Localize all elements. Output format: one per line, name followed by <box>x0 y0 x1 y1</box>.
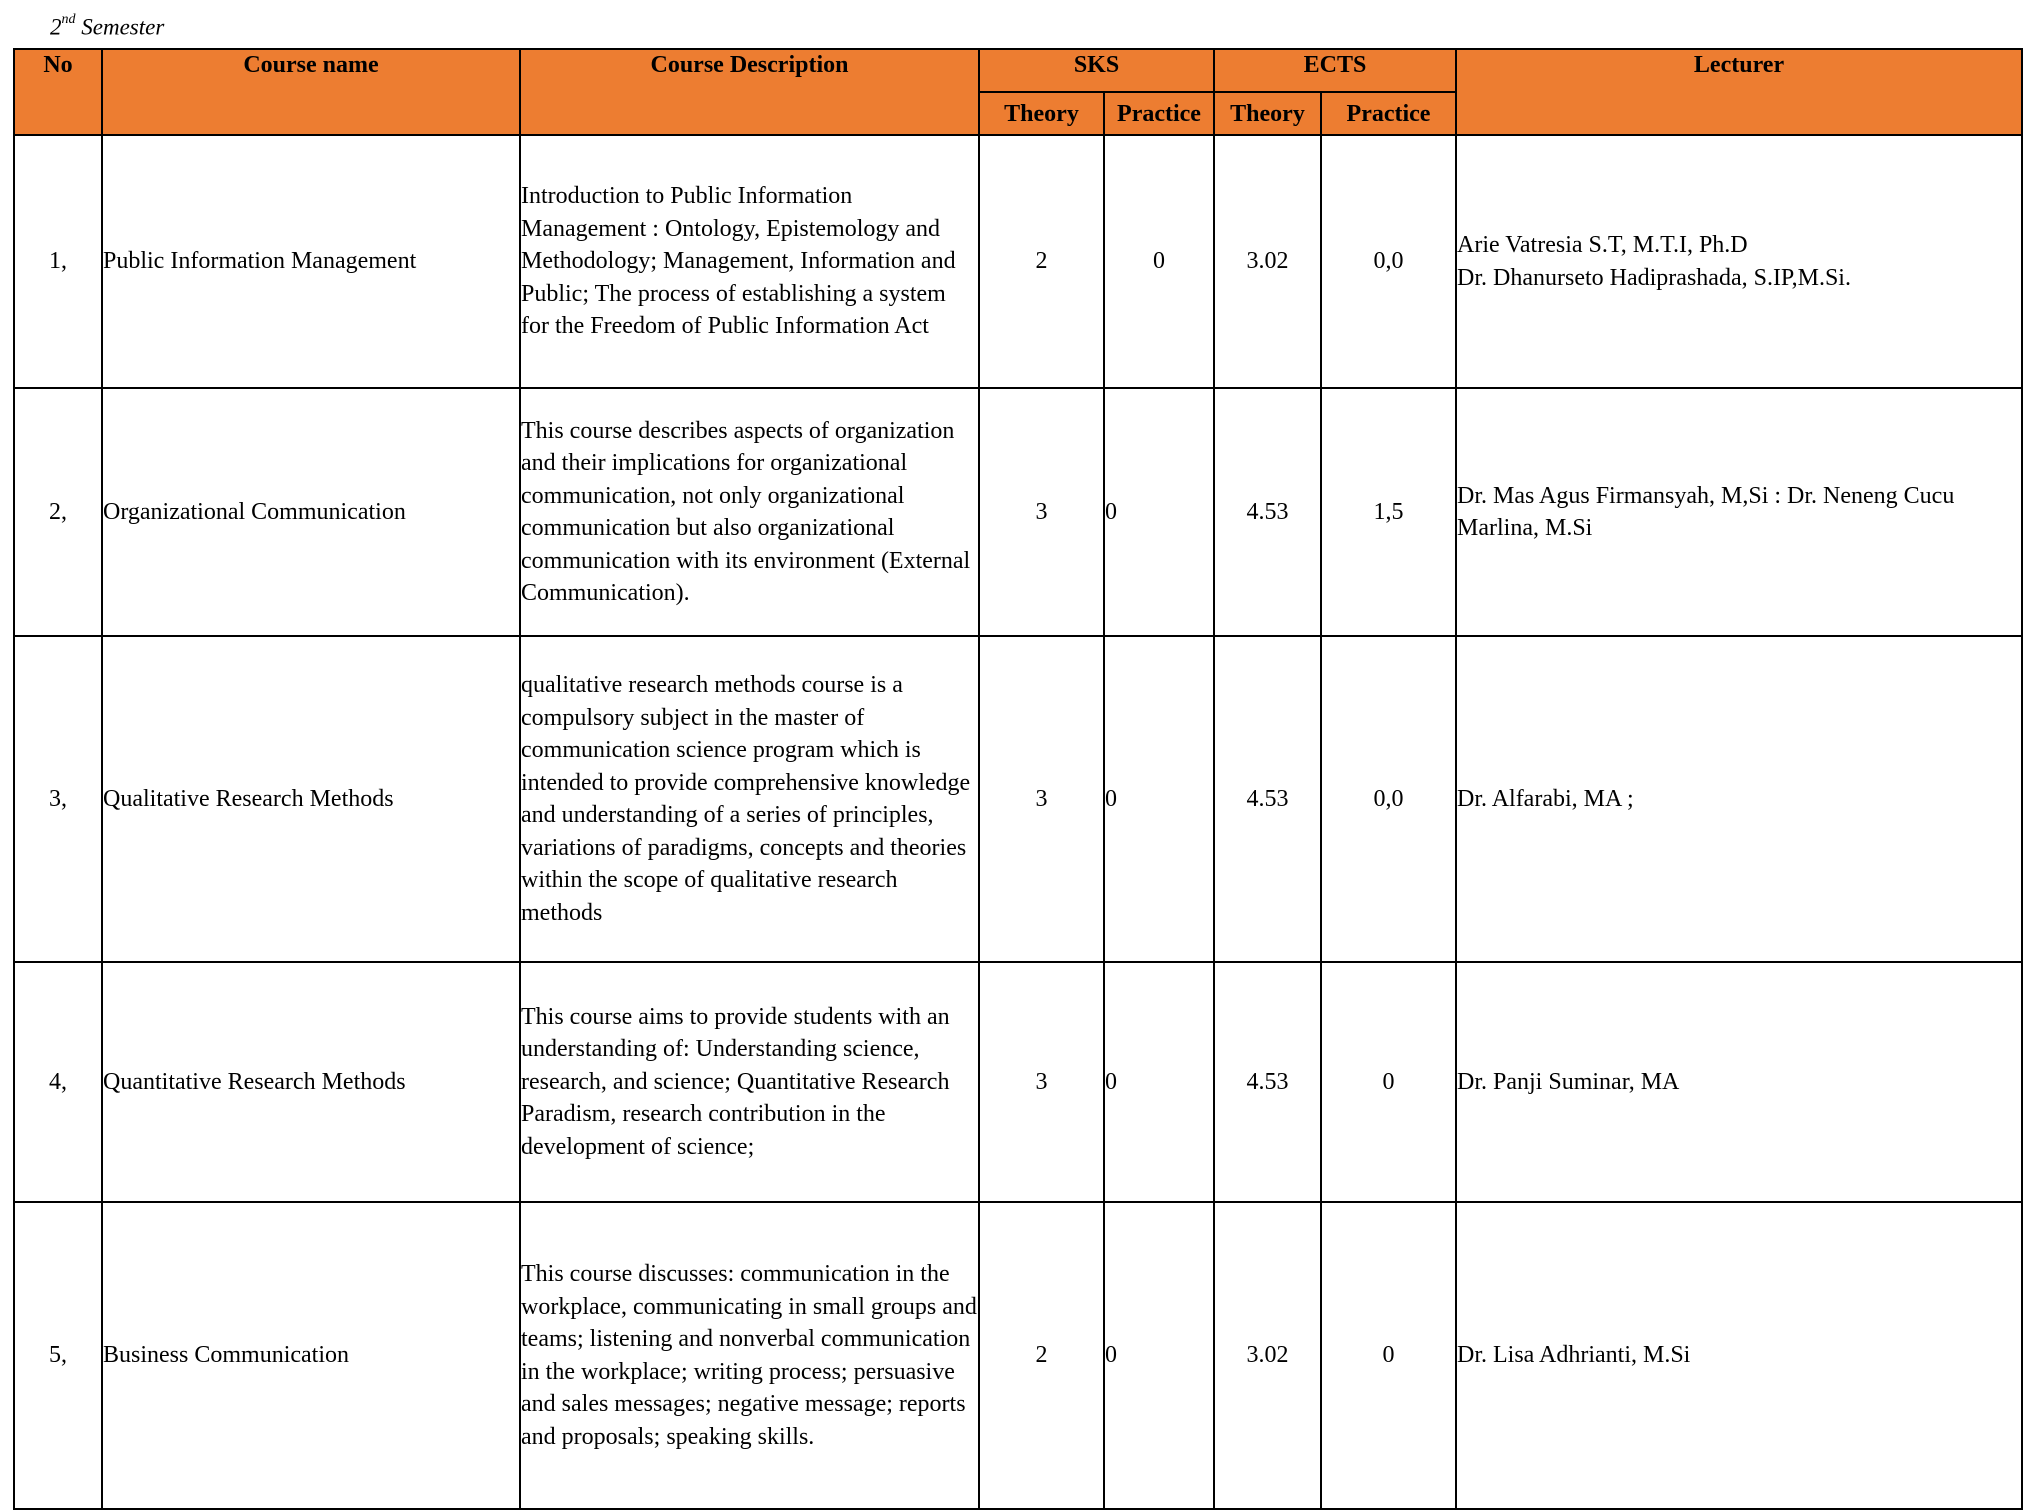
sks-theory: 3 <box>979 636 1104 962</box>
lecturer-cell: Dr. Alfarabi, MA ; <box>1456 636 2022 962</box>
sks-theory: 3 <box>979 962 1104 1202</box>
course-name: Organizational Communication <box>102 388 520 636</box>
course-description: This course aims to provide students with an understanding of: Understanding science, research, and science; Quantitative Research Paradism, research contribution in the development of science; <box>520 962 979 1202</box>
semester-label: Semester <box>81 14 165 40</box>
ects-theory: 4.53 <box>1214 962 1321 1202</box>
header-sks: SKS <box>979 49 1214 92</box>
ects-practice: 0,0 <box>1321 135 1456 388</box>
semester-ordinal: 2 <box>50 14 62 40</box>
row-no: 3, <box>14 636 102 962</box>
lecturer-name: Dr. Dhanurseto Hadiprashada, S.IP,M.Si. <box>1457 264 1851 291</box>
lecturer-cell: Dr. Lisa Adhrianti, M.Si <box>1456 1202 2022 1509</box>
ects-theory: 4.53 <box>1214 636 1321 962</box>
table-header <box>14 49 2022 135</box>
row-no: 1, <box>14 135 102 388</box>
sks-practice: 0 <box>1104 1202 1214 1509</box>
row-no: 4, <box>14 962 102 1202</box>
header-ects: ECTS <box>1214 49 1456 92</box>
table-row <box>14 962 2022 1202</box>
course-name: Quantitative Research Methods <box>102 962 520 1202</box>
lecturer-cell <box>1456 135 2022 388</box>
header-no: No <box>14 49 102 135</box>
table-row <box>14 1202 2022 1509</box>
ects-theory: 3.02 <box>1214 1202 1321 1509</box>
header-course-description: Course Description <box>520 49 979 135</box>
table-body <box>14 135 2022 1509</box>
course-description: This course describes aspects of organization and their implications for organizational communication, not only organizational communication but also organizational communication with its environment (External Communication). <box>520 388 979 636</box>
lecturer-name: Arie Vatresia S.T, M.T.I, Ph.D <box>1457 232 1748 258</box>
semester-heading <box>50 8 164 43</box>
table-row <box>14 135 2022 388</box>
course-name: Business Communication <box>102 1202 520 1509</box>
header-ects-practice: Practice <box>1321 92 1456 135</box>
ects-theory: 3.02 <box>1214 135 1321 388</box>
header-sks-practice: Practice <box>1104 92 1214 135</box>
course-table <box>13 48 2023 1510</box>
course-description: Introduction to Public Information Management : Ontology, Epistemology and Methodology; Management, Information and Public; The process of establishing a system for the Freedom of Public Information Act <box>520 135 979 388</box>
header-lecturer: Lecturer <box>1456 49 2022 135</box>
header-sks-theory: Theory <box>979 92 1104 135</box>
ects-theory: 4.53 <box>1214 388 1321 636</box>
header-course-name: Course name <box>102 49 520 135</box>
ects-practice: 1,5 <box>1321 388 1456 636</box>
row-no: 2, <box>14 388 102 636</box>
sks-practice: 0 <box>1104 135 1214 388</box>
ects-practice: 0 <box>1321 962 1456 1202</box>
table-row <box>14 388 2022 636</box>
course-description: This course discusses: communication in the workplace, communicating in small groups and teams; listening and nonverbal communication in the workplace; writing process; persuasive and sales messages; negative message; reports and proposals; speaking skills. <box>520 1202 979 1509</box>
lecturer-cell: Dr. Mas Agus Firmansyah, M,Si : Dr. Neneng Cucu Marlina, M.Si <box>1456 388 2022 636</box>
lecturer-cell: Dr. Panji Suminar, MA <box>1456 962 2022 1202</box>
sks-theory: 2 <box>979 135 1104 388</box>
header-row-top <box>14 49 2022 92</box>
ects-practice: 0 <box>1321 1202 1456 1509</box>
sks-practice: 0 <box>1104 388 1214 636</box>
sks-theory: 3 <box>979 388 1104 636</box>
table-row <box>14 636 2022 962</box>
sks-practice: 0 <box>1104 636 1214 962</box>
semester-ordinal-suffix: nd <box>61 12 76 27</box>
row-no: 5, <box>14 1202 102 1509</box>
header-ects-theory: Theory <box>1214 92 1321 135</box>
sks-theory: 2 <box>979 1202 1104 1509</box>
course-description: qualitative research methods course is a compulsory subject in the master of communication science program which is intended to provide comprehensive knowledge and understanding of a series of principles, variations of paradigms, concepts and theories within the scope of qualitative research methods <box>520 636 979 962</box>
sks-practice: 0 <box>1104 962 1214 1202</box>
ects-practice: 0,0 <box>1321 636 1456 962</box>
course-name: Qualitative Research Methods <box>102 636 520 962</box>
course-name: Public Information Management <box>102 135 520 388</box>
